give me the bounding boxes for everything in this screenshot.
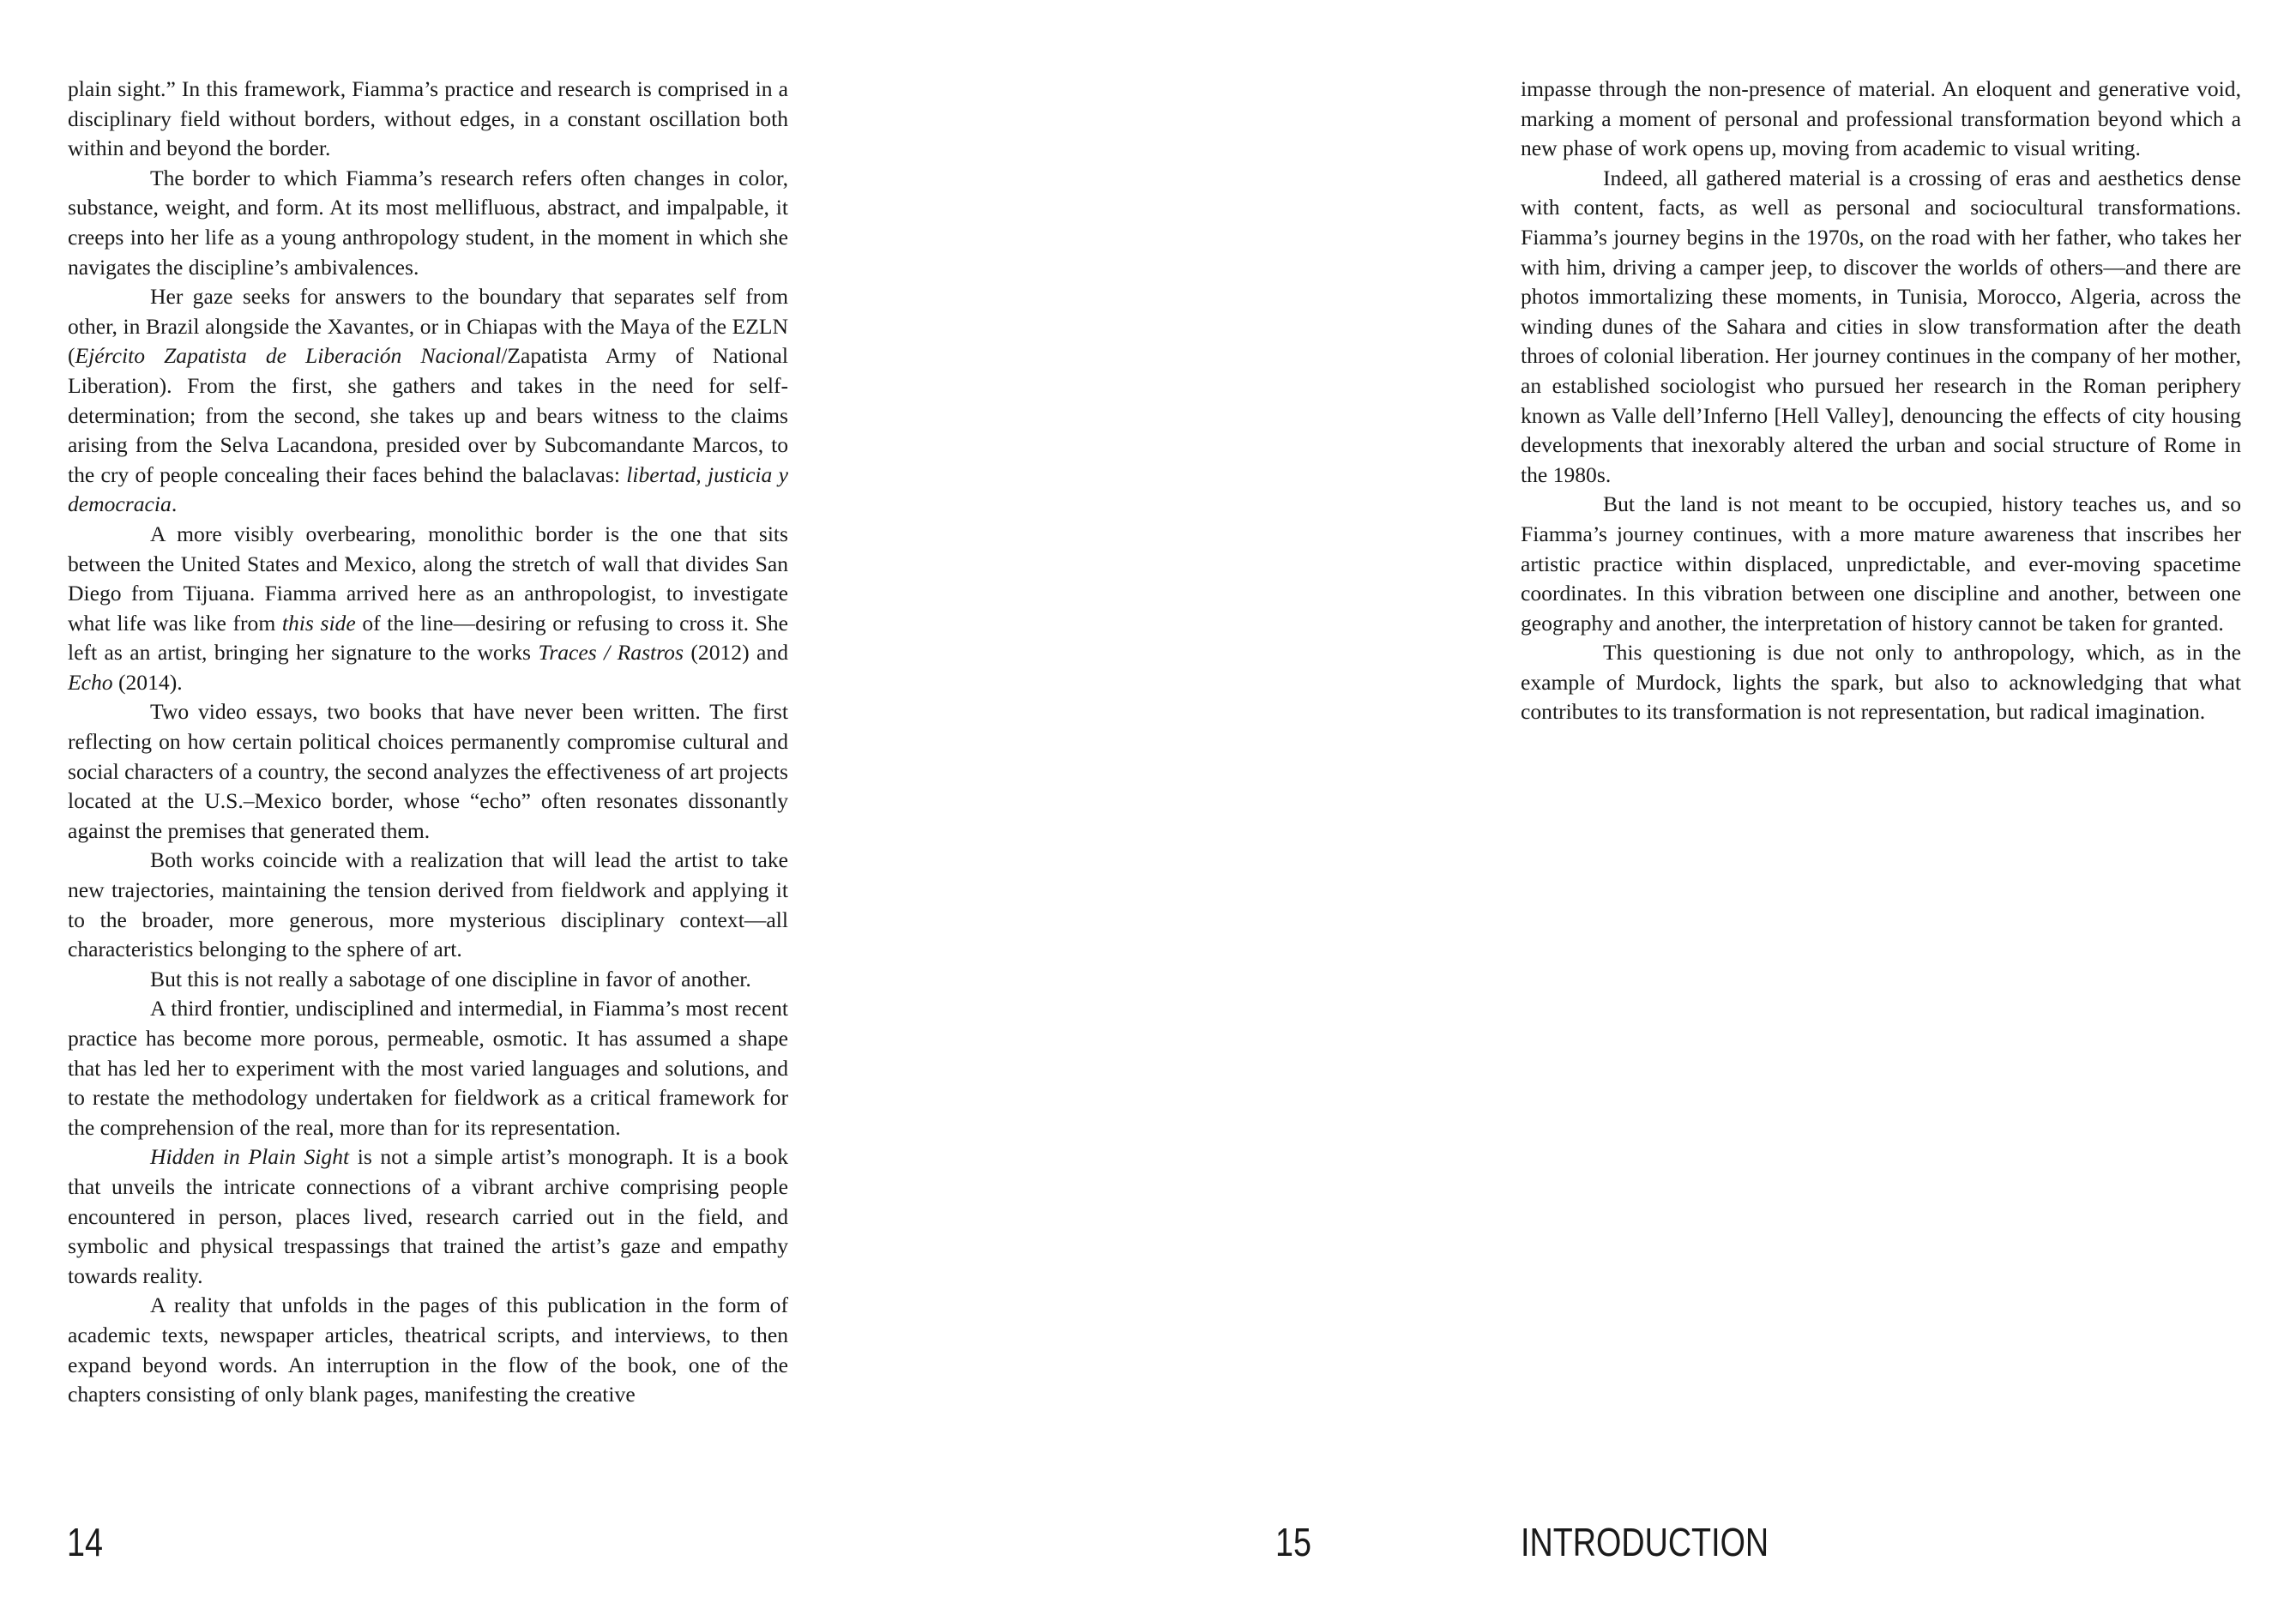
text-run: But the land is not meant to be occupied, history teaches us, and so Fiamma’s journey continues, with a more mature awareness that inscribes her artistic practice within displaced, unpredictable, and ever-moving spacetime coordinates. In this vibration between one discipline and another, between one geography and another, the interpretation of history cannot be taken for granted. (1521, 491, 2241, 636)
italic-text-run: Hidden in Plain Sight (150, 1144, 350, 1170)
text-run: of the line—desiring or refusing to cross it. She left as an artist, bringing her signature to the works (68, 610, 789, 666)
text-run: Indeed, all gathered material is a crossing of eras and aesthetics dense with content, facts, as well as personal and sociocultural transformations. Fiamma’s journey begins in the 1970s, on the road with her father, who takes her with him, driving a camper jeep, to discover the worlds of others—and there are photos immortalizing these moments, in Tunisia, Morocco, Algeria, across the winding dunes of the Sahara and cities in slow transformation after the death throes of colonial liberation. Her journey continues in the company of her mother, an established sociologist who pursued her research in the Roman periphery known as Valle dell’Inferno [Hell Valley], denouncing the effects of city housing developments that inexorably altered the urban and social structure of Rome in the 1980s. (1521, 165, 2241, 487)
body-paragraph (1521, 164, 2241, 491)
text-run: A third frontier, undisciplined and intermedial, in Fiamma’s most recent practice has become more porous, permeable, osmotic. It has assumed a shape that has led her to experiment with the most varied languages and solutions, and to restate the methodology undertaken for fieldwork as a critical framework for the comprehension of the real, more than for its representation. (68, 996, 788, 1140)
body-paragraph (68, 164, 788, 282)
text-run: The border to which Fiamma’s research refers often changes in color, substance, weight, and form. At its most mellifluous, abstract, and impalpable, it creeps into her life as a young anthropology student, in the moment in which she navigates the discipline’s ambivalences. (68, 165, 788, 280)
italic-text-run: libertad, justicia y democracia (68, 461, 788, 517)
text-run: But this is not really a sabotage of one discipline in favor of another. (150, 966, 751, 991)
text-run: A reality that unfolds in the pages of this publication in the form of academic texts, newspaper articles, theatrical scripts, and interviews, to then expand beyond words. An interruption in the flow of the book, one of the chapters consisting of only blank pages, manifesting the creative (68, 1293, 788, 1407)
text-run: Her gaze seeks for answers to the boundary that separates self from other, in Brazil alongside the Xavantes, or in Chiapas with the Maya of the EZLN ( (68, 284, 788, 369)
body-paragraph (68, 697, 788, 846)
running-head: INTRODUCTION (1521, 1520, 1769, 1564)
body-paragraph (1521, 75, 2241, 164)
text-run: (2012) and (683, 640, 789, 666)
body-paragraph (68, 282, 788, 520)
left-page-body (68, 75, 788, 1410)
body-paragraph (68, 520, 788, 698)
body-paragraph (68, 846, 788, 964)
text-run: (2014). (112, 669, 183, 695)
italic-text-run: Echo (68, 669, 113, 695)
text-run: A more visibly overbearing, monolithic border is the one that sits between the United States and Mexico, along the stretch of wall that divides San Diego from Tijuana. Fiamma arrived here as an anthropologist, to investigate what life was like from (68, 521, 788, 636)
body-paragraph (68, 75, 788, 164)
body-paragraph (1521, 638, 2241, 727)
text-run: Both works coincide with a realization that will lead the artist to take new trajectories, maintaining the tension derived from fieldwork and applying it to the broader, more generous, more mysterious disciplinary context—all characteristics belonging to the sphere of art. (68, 847, 788, 962)
body-paragraph (68, 1291, 788, 1409)
text-run: . (171, 491, 178, 517)
body-paragraph (68, 965, 788, 995)
text-run: is not a simple artist’s monograph. It is a book that unveils the intricate connections of a vibrant archive comprising people encountered in person, places lived, research carried out in the field, and symbolic and physical trespassings that trained the artist’s gaze and empathy towards reality. (68, 1144, 788, 1288)
italic-text-run: Ejército Zapatista de Liberación Nacional (75, 343, 502, 369)
body-paragraph (1521, 490, 2241, 638)
text-run: Two video essays, two books that have never been written. The first reflecting on how certain political choices permanently compromise cultural and social characters of a country, the second analyzes the effectiveness of art projects located at the U.S.–Mexico border, whose “echo” often resonates dissonantly against the premises that generated them. (68, 699, 788, 843)
text-run: impasse through the non-presence of material. An eloquent and generative void, marking a moment of personal and professional transformation beyond which a new phase of work opens up, moving from academic to visual writing. (1521, 76, 2241, 161)
page-number-left: 14 (67, 1520, 103, 1564)
page-number-right: 15 (1275, 1520, 1311, 1564)
text-run: /Zapatista Army of National Liberation). From the first, she gathers and takes in the need for self-determination; from the second, she takes up and bears witness to the claims arising from the Selva Lacandona, presided over by Subcomandante Marcos, to the cry of people concealing their faces behind the balaclavas: (68, 343, 788, 487)
italic-text-run: Traces / Rastros (538, 640, 684, 666)
body-paragraph (68, 994, 788, 1142)
text-run: This questioning is due not only to anthropology, which, as in the example of Murdock, lights the spark, but also to acknowledging that what contributes to its transformation is not representation, but radical imagination. (1521, 640, 2241, 725)
body-paragraph (68, 1142, 788, 1291)
italic-text-run: this side (281, 610, 356, 636)
right-page-body (1521, 75, 2241, 727)
text-run: plain sight.” In this framework, Fiamma’s practice and research is comprised in a disciplinary field without borders, without edges, in a constant oscillation both within and beyond the border. (68, 76, 788, 161)
